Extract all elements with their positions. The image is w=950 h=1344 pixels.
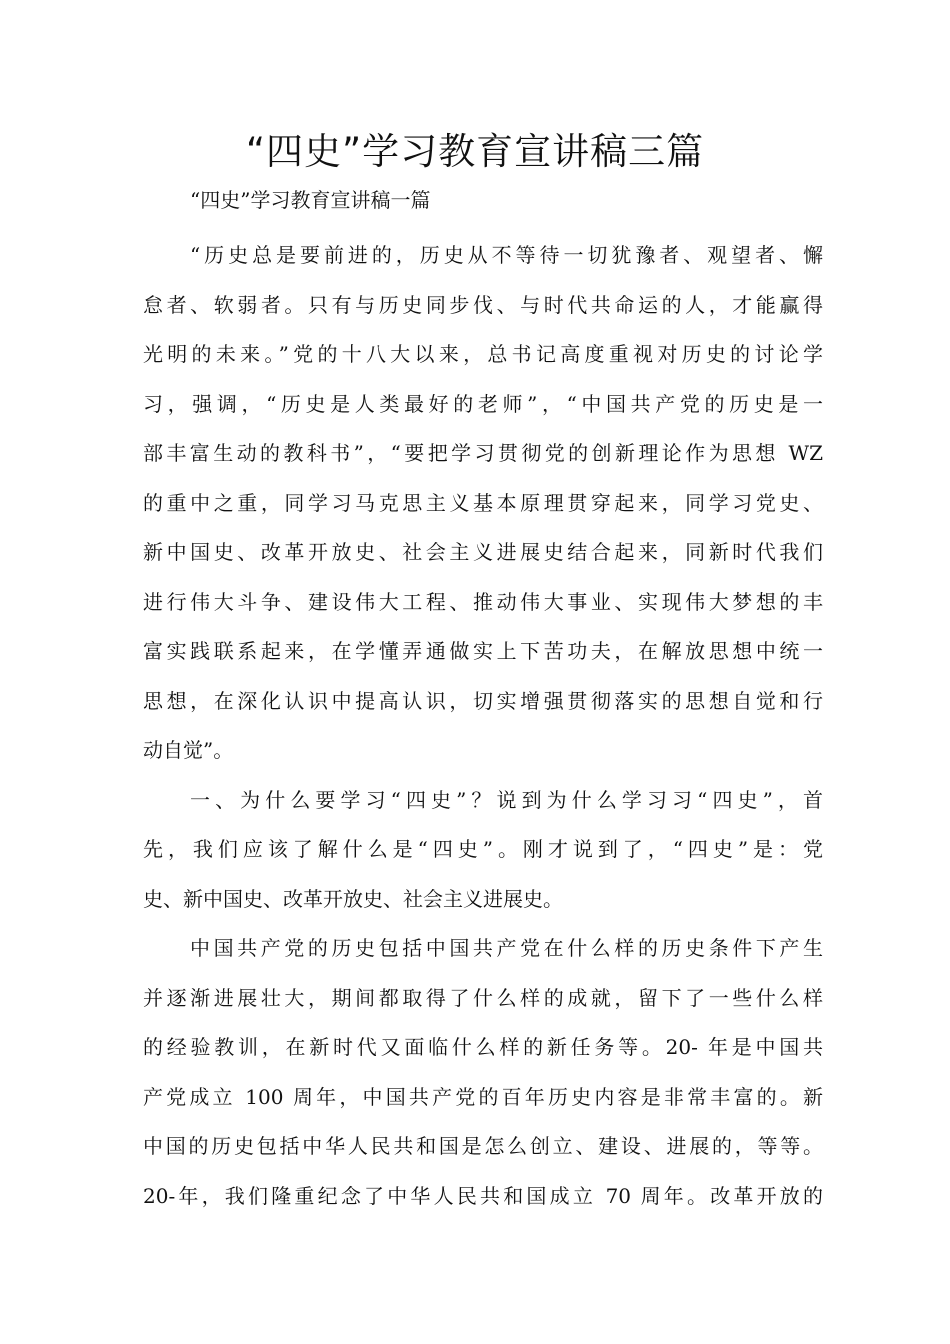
paragraph-3 bbox=[143, 924, 823, 1221]
paragraph-2 bbox=[143, 776, 823, 925]
paragraph-line: 进行伟大斗争、建设伟大工程、推动伟大事业、实现伟大梦想的丰 bbox=[143, 589, 823, 614]
paragraph-line: 产党成立 100 周年，中国共产党的百年历史内容是非常丰富的。新 bbox=[143, 1084, 823, 1109]
paragraph-line: 一、为什么要学习“四史”？说到为什么学习习“四史”，首 bbox=[190, 787, 823, 812]
paragraph-1 bbox=[143, 231, 823, 776]
paragraph-line: 并逐渐进展壮大，期间都取得了什么样的成就，留下了一些什么样 bbox=[143, 985, 823, 1010]
document-body bbox=[143, 231, 823, 1221]
paragraph-line: 的经验教训，在新时代又面临什么样的新任务等。20- 年是中国共 bbox=[143, 1035, 823, 1059]
paragraph-line: 思想，在深化认识中提高认识，切实增强贯彻落实的思想自觉和行 bbox=[143, 688, 823, 713]
paragraph-line: 史、新中国史、改革开放史、社会主义进展史。 bbox=[143, 886, 563, 911]
paragraph-line: 富实践联系起来，在学懂弄通做实上下苦功夫，在解放思想中统一 bbox=[143, 639, 823, 663]
paragraph-line: 光明的未来。”党的十八大以来，总书记高度重视对历史的讨论学 bbox=[143, 342, 823, 366]
paragraph-line: 中国共产党的历史包括中国共产党在什么样的历史条件下产生 bbox=[190, 936, 823, 960]
paragraph-line: 怠者、软弱者。只有与历史同步伐、与时代共命运的人，才能赢得 bbox=[143, 292, 823, 317]
document-subtitle: “四史”学习教育宣讲稿一篇 bbox=[190, 188, 431, 212]
paragraph-line: 20-年，我们隆重纪念了中华人民共和国成立 70 周年。改革开放的 bbox=[143, 1183, 823, 1208]
paragraph-line: 中国的历史包括中华人民共和国是怎么创立、建设、进展的，等等。 bbox=[143, 1134, 823, 1158]
paragraph-line: “历史总是要前进的，历史从不等待一切犹豫者、观望者、懈 bbox=[190, 243, 823, 267]
document-title: “四史”学习教育宣讲稿三篇 bbox=[245, 130, 705, 173]
paragraph-line: 先，我们应该了解什么是“四史”。刚才说到了，“四史”是：党 bbox=[143, 837, 823, 861]
paragraph-line: 部丰富生动的教科书”，“要把学习贯彻党的创新理论作为思想 WZ bbox=[143, 441, 823, 465]
paragraph-line: 习，强调，“历史是人类最好的老师”，“中国共产党的历史是一 bbox=[143, 391, 823, 416]
paragraph-line: 动自觉”。 bbox=[143, 738, 234, 762]
paragraph-line: 新中国史、改革开放史、社会主义进展史结合起来，同新时代我们 bbox=[143, 540, 823, 564]
paragraph-line: 的重中之重，同学习马克思主义基本原理贯穿起来，同学习党史、 bbox=[143, 490, 823, 515]
